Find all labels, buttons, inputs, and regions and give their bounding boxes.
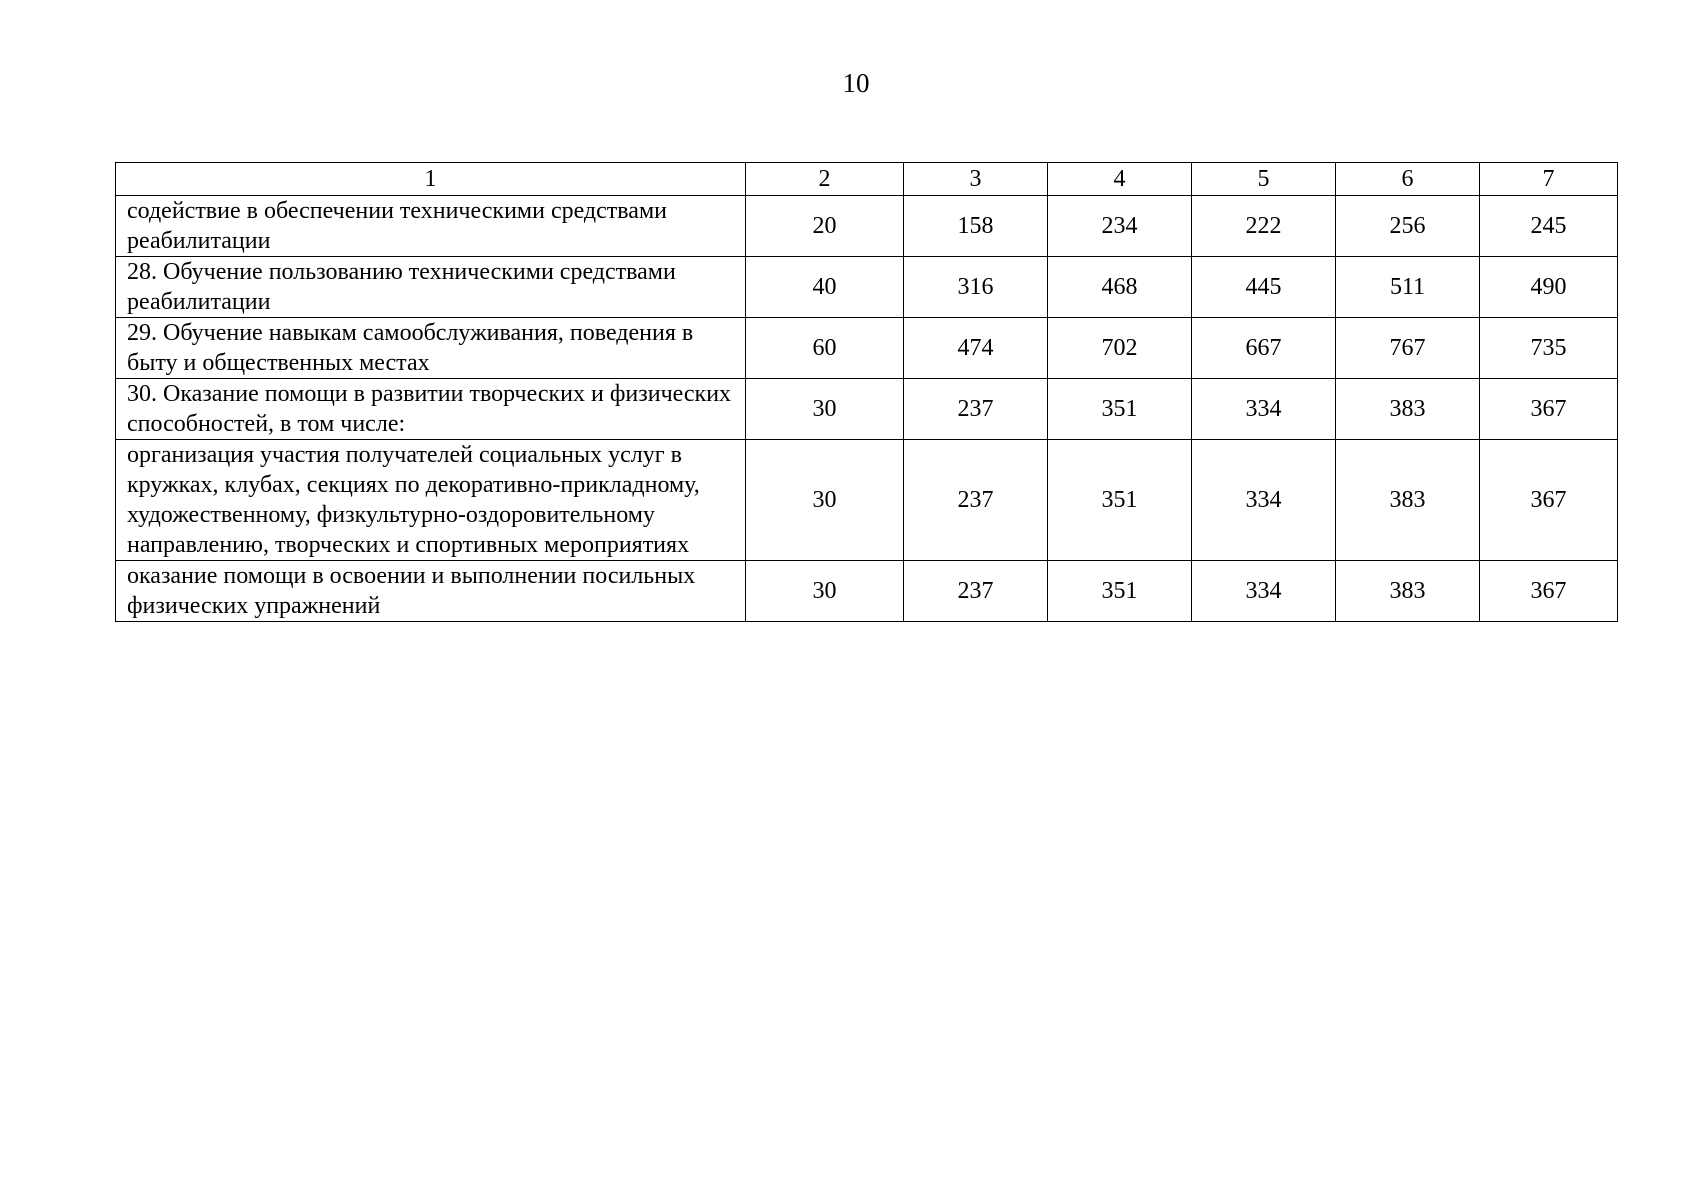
table-row (116, 257, 1618, 318)
row-label: организация участия получателей социальных услуг в кружках, клубах, секциях по декоративно-прикладному, художественному, физкультурно-оздоровительному направлению, творческих и спортивных мероприятиях (116, 440, 746, 561)
table-row (116, 561, 1618, 622)
cell-value: 702 (1048, 318, 1192, 379)
cell-value: 334 (1192, 379, 1336, 440)
cell-value: 222 (1192, 196, 1336, 257)
cell-value: 383 (1336, 561, 1480, 622)
cell-value: 234 (1048, 196, 1192, 257)
column-header: 1 (116, 163, 746, 196)
cell-value: 367 (1480, 440, 1618, 561)
cell-value: 490 (1480, 257, 1618, 318)
cell-value: 316 (904, 257, 1048, 318)
column-header: 6 (1336, 163, 1480, 196)
row-label: содействие в обеспечении техническими средствами реабилитации (116, 196, 746, 257)
cell-value: 30 (746, 440, 904, 561)
column-header: 5 (1192, 163, 1336, 196)
cell-value: 383 (1336, 440, 1480, 561)
cell-value: 474 (904, 318, 1048, 379)
cell-value: 468 (1048, 257, 1192, 318)
cell-value: 351 (1048, 561, 1192, 622)
cell-value: 237 (904, 440, 1048, 561)
table-row (116, 379, 1618, 440)
cell-value: 511 (1336, 257, 1480, 318)
cell-value: 334 (1192, 561, 1336, 622)
cell-value: 735 (1480, 318, 1618, 379)
cell-value: 40 (746, 257, 904, 318)
cell-value: 667 (1192, 318, 1336, 379)
cell-value: 351 (1048, 379, 1192, 440)
row-label: оказание помощи в освоении и выполнении посильных физических упражнений (116, 561, 746, 622)
column-header: 3 (904, 163, 1048, 196)
table-row (116, 318, 1618, 379)
column-header: 4 (1048, 163, 1192, 196)
table-row (116, 440, 1618, 561)
cell-value: 334 (1192, 440, 1336, 561)
cell-value: 256 (1336, 196, 1480, 257)
row-label: 29. Обучение навыкам самообслуживания, поведения в быту и общественных местах (116, 318, 746, 379)
services-table (115, 162, 1618, 622)
cell-value: 351 (1048, 440, 1192, 561)
row-label: 28. Обучение пользованию техническими средствами реабилитации (116, 257, 746, 318)
cell-value: 20 (746, 196, 904, 257)
cell-value: 237 (904, 379, 1048, 440)
row-label: 30. Оказание помощи в развитии творческих и физических способностей, в том числе: (116, 379, 746, 440)
cell-value: 245 (1480, 196, 1618, 257)
cell-value: 367 (1480, 379, 1618, 440)
cell-value: 158 (904, 196, 1048, 257)
cell-value: 30 (746, 561, 904, 622)
cell-value: 383 (1336, 379, 1480, 440)
cell-value: 60 (746, 318, 904, 379)
cell-value: 367 (1480, 561, 1618, 622)
cell-value: 767 (1336, 318, 1480, 379)
cell-value: 445 (1192, 257, 1336, 318)
table-header-row (116, 163, 1618, 196)
column-header: 2 (746, 163, 904, 196)
table-row (116, 196, 1618, 257)
cell-value: 30 (746, 379, 904, 440)
cell-value: 237 (904, 561, 1048, 622)
column-header: 7 (1480, 163, 1618, 196)
page-number: 10 (842, 68, 870, 98)
